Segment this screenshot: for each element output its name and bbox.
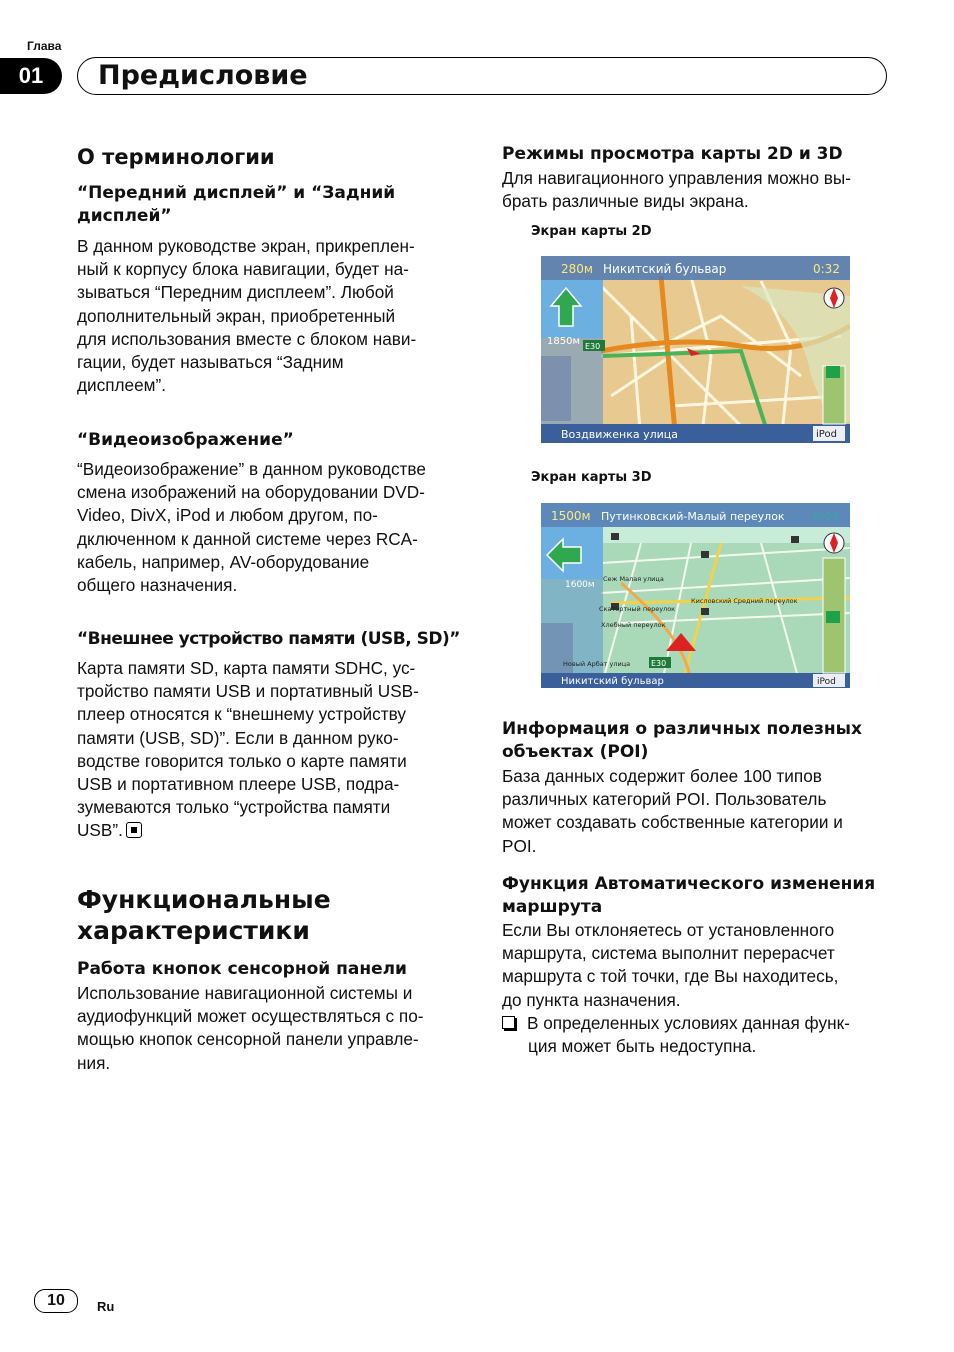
map3d-label: Кисловский Средний переулок xyxy=(691,597,798,605)
map-modes-body xyxy=(502,167,902,213)
text-line: памяти (USB, SD)”. Если в данном руко- xyxy=(77,727,399,748)
text-line: Использование навигационной системы и xyxy=(77,983,413,1003)
poi-heading xyxy=(502,718,862,764)
text-line: Если Вы отклоняетесь от установленного xyxy=(502,920,835,940)
video-body xyxy=(77,458,472,597)
map2d-ipod-label: iPod xyxy=(816,429,837,440)
text-line: дключенном к данной системе через RCA- xyxy=(77,528,418,549)
text-line: аудиофункций может осуществляться с по- xyxy=(77,1006,424,1027)
terminology-heading: О терминологии xyxy=(77,145,275,169)
map3d-ipod-label: iPod xyxy=(817,677,836,687)
text-line: зываться “Передним дисплеем”. Любой xyxy=(77,282,394,303)
text-line: различных категорий POI. Пользователь xyxy=(502,789,827,810)
reroute-note xyxy=(502,1012,902,1058)
text-line: водстве говорится только о карте памяти xyxy=(77,750,407,771)
map2d-time: 0:32 xyxy=(813,262,840,276)
text-line: брать различные виды экрана. xyxy=(502,191,749,212)
note-line xyxy=(502,1012,902,1035)
text-line: плеер относятся к “внешнему устройству xyxy=(77,704,406,725)
map3d-label: Новый Арбат улица xyxy=(563,660,631,668)
features-heading xyxy=(77,884,331,946)
page-title: Предисловие xyxy=(98,60,308,91)
text-line: “Видеоизображение” в данном руководстве xyxy=(77,459,426,479)
text-line: Video, DivX, iPod и любом другом, по- xyxy=(77,505,378,526)
text-line: ный к корпусу блока навигации, будет на- xyxy=(77,259,409,280)
map-2d-graphic xyxy=(541,256,850,443)
language-code: Ru xyxy=(97,1299,115,1314)
map3d-time: 0:03 xyxy=(814,510,839,523)
poi-heading-line: объектах (POI) xyxy=(502,742,649,762)
text-line: тройство памяти USB и портативный USB- xyxy=(77,681,419,702)
map3d-bottom-street: Никитский бульвар xyxy=(561,676,664,687)
note-text: В определенных условиях данная функ- xyxy=(527,1013,850,1033)
text-line: общего назначения. xyxy=(77,575,238,596)
text-line: смена изображений на оборудовании DVD- xyxy=(77,482,425,503)
map-2d-screenshot xyxy=(541,256,850,443)
text-line: маршрута, система выполнит перерасчет xyxy=(502,943,835,964)
text-line: гации, будет называться “Задним xyxy=(77,352,344,373)
text-line: POI. xyxy=(502,835,537,856)
map3d-turn-distance: 1600м xyxy=(565,580,595,590)
text-line: маршрута с той точки, где Вы находитесь, xyxy=(502,966,839,987)
reroute-heading-line: Функция Автоматического изменения xyxy=(502,874,876,894)
reroute-heading-line: маршрута xyxy=(502,897,603,917)
map3d-street: Путинковский-Малый переулок xyxy=(601,510,785,523)
text-line: Карта памяти SD, карта памяти SDHC, ус- xyxy=(77,658,416,678)
text-line: мощью кнопок сенсорной панели управле- xyxy=(77,1029,419,1050)
map3d-distance: 1500м xyxy=(551,509,591,523)
text-line: зумеваются только “устройства памяти xyxy=(77,797,391,818)
text-line xyxy=(77,819,472,842)
page-number: 10 xyxy=(34,1289,78,1313)
map-3d-graphic xyxy=(541,503,850,688)
text-line: ния. xyxy=(77,1052,111,1073)
map2d-distance: 280м xyxy=(561,262,593,276)
features-heading-line: Функциональные xyxy=(77,885,331,914)
map2d-road-badge: E30 xyxy=(585,342,601,351)
map3d-label: Хлебный переулок xyxy=(601,621,666,629)
text-line: USB и портативном плеере USB, подра- xyxy=(77,774,400,795)
map2d-turn-distance: 1850м xyxy=(547,336,580,347)
end-mark-icon xyxy=(126,822,142,838)
front-rear-heading: “Передний дисплей” и “Задний дисплей” xyxy=(77,183,396,226)
poi-heading-line: Информация о различных полезных xyxy=(502,719,862,739)
chapter-number-badge: 01 xyxy=(0,58,62,94)
video-heading: “Видеоизображение” xyxy=(77,430,294,450)
text-line-end: USB”. xyxy=(77,820,123,841)
text-line: дисплеем”. xyxy=(77,375,166,396)
reroute-heading xyxy=(502,873,875,919)
poi-body xyxy=(502,765,902,858)
map-modes-heading: Режимы просмотра карты 2D и 3D xyxy=(502,144,843,164)
text-line: может создавать собственные категории и xyxy=(502,812,843,833)
text-line: дополнительный экран, приобретенный xyxy=(77,305,396,326)
front-rear-body xyxy=(77,235,472,397)
map2d-street: Никитский бульвар xyxy=(603,262,727,276)
features-heading-line: характеристики xyxy=(77,916,310,945)
touch-heading: Работа кнопок сенсорной панели xyxy=(77,959,407,979)
note-checkbox-icon xyxy=(502,1016,515,1029)
map-3d-screenshot xyxy=(541,503,850,688)
text-line: Для навигационного управления можно вы- xyxy=(502,168,851,188)
storage-body xyxy=(77,657,472,843)
map3d-road-badge: E30 xyxy=(651,659,667,668)
chapter-label: Глава xyxy=(27,39,62,53)
map2d-caption: Экран карты 2D xyxy=(531,224,652,239)
text-line: для использования вместе с блоком нави- xyxy=(77,328,417,349)
map3d-label: Скатертный переулок xyxy=(599,605,676,613)
text-line: База данных содержит более 100 типов xyxy=(502,766,822,786)
text-line: кабель, например, AV-оборудование xyxy=(77,551,370,572)
map3d-label: Сеж Малая улица xyxy=(603,575,664,583)
storage-heading: “Внешнее устройство памяти (USB, SD)” xyxy=(77,629,460,649)
note-line: ция может быть недоступна. xyxy=(528,1036,757,1057)
text-line: В данном руководстве экран, прикреплен- xyxy=(77,236,415,256)
touch-body xyxy=(77,982,472,1075)
map2d-bottom-street: Воздвиженка улица xyxy=(561,428,679,441)
map3d-caption: Экран карты 3D xyxy=(531,470,652,485)
reroute-body xyxy=(502,919,902,1012)
text-line: до пункта назначения. xyxy=(502,989,681,1010)
